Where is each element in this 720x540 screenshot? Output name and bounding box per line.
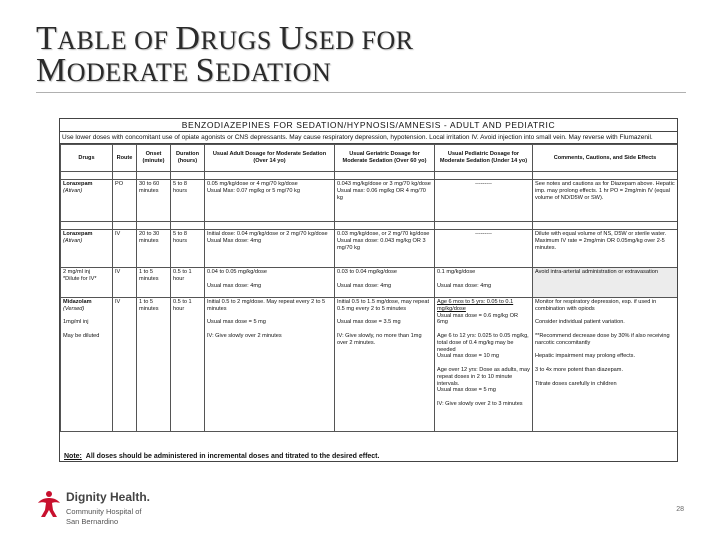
- route: PO: [113, 180, 137, 222]
- note-text: All doses should be administered in incremental doses and titrated to the desired effect.: [85, 453, 380, 460]
- pediatric-dose: ---------: [475, 181, 492, 187]
- logo-subtitle-line2: San Bernardino: [66, 517, 119, 526]
- geriatric-max: Usual max dose = 3.5 mg: [337, 319, 401, 326]
- table-row: [61, 298, 678, 432]
- title-divider: [36, 92, 686, 93]
- comments: See notes and cautions as for Diazepam above. Hepatic imp. may prolong effects. 1 hr PO = 2mg/min IV (equal volume of ND/D5W or SW).: [533, 180, 678, 222]
- pediatric-dose: 0.1 mg/kg/dose: [437, 269, 476, 275]
- adult-max: Usual Max: 0.07 mg/kg or 5 mg/70 kg: [207, 187, 300, 194]
- drug-concentration: 2 mg/ml inj: [63, 269, 91, 275]
- col-onset: Onset (minute): [137, 145, 171, 172]
- onset: 1 to 5 minutes: [137, 268, 171, 298]
- table-subheader: Use lower doses with concomitant use of opiate agonists or CNS depressants. May cause respiratory depression, hypotension. Local irritation IV. Avoid injection into small vein. May reverse with Flumazenil.: [60, 132, 677, 144]
- col-adult: Usual Adult Dosage for Moderate Sedation (Over 14 yo): [205, 145, 335, 172]
- col-route: Route: [113, 145, 137, 172]
- pediatric-max: Usual max dose: 4mg: [437, 282, 492, 289]
- pediatric-dose-mid: Age 6 to 12 yrs: 0.025 to 0.05 mg/kg, total dose of 0.4 mg/kg may be needed: [437, 332, 529, 353]
- comment-monitor: Monitor for respiratory depression, esp. if used in combination with opiods: [535, 299, 657, 312]
- adult-dose: 0.04 to 0.05 mg/kg/dose: [207, 269, 268, 275]
- comment-potency: 3 to 4x more potent than diazepam.: [535, 366, 624, 373]
- pediatric-dose: ---------: [475, 231, 492, 237]
- logo-subtitle-line1: Community Hospital of: [66, 507, 142, 516]
- comment-variation: Consider individual patient variation.: [535, 319, 625, 326]
- drug-note: *Dilute for IV*: [63, 275, 97, 282]
- geriatric-dose: 0.043 mg/kg/dose or 3 mg/70 kg/dose: [337, 181, 431, 187]
- col-comments: Comments, Cautions, and Side Effects: [533, 145, 678, 172]
- col-duration: Duration (hours): [171, 145, 205, 172]
- drug-table-document: [59, 118, 678, 462]
- route: IV: [113, 268, 137, 298]
- pediatric-max-young: Usual max dose = 0.6 mg/kg OR 6mg: [437, 312, 518, 326]
- drug-table: [60, 144, 678, 432]
- table-row: [61, 268, 678, 298]
- drug-brand: (Versed): [63, 305, 85, 312]
- comment-decrease: **Recommend decrease dose by 30% if also receiving narcotic concomitantly: [535, 332, 670, 346]
- col-geriatric: Usual Geriatric Dosage for Moderate Sedation (Over 60 yo): [335, 145, 435, 172]
- adult-dose: Initial 0.5 to 2 mg/dose. May repeat every 2 to 5 minutes: [207, 299, 326, 312]
- drug-name: Midazolam: [63, 299, 92, 305]
- comments: Dilute with equal volume of NS, D5W or sterile water. Maximum IV rate = 2mg/min OR 0.05mg/kg over 2-5 minutes.: [533, 230, 678, 268]
- duration: 5 to 8 hours: [171, 180, 205, 222]
- onset: 30 to 60 minutes: [137, 180, 171, 222]
- col-pediatric: Usual Pediatric Dosage for Moderate Sedation (Under 14 yo): [435, 145, 533, 172]
- adult-admin: IV: Give slowly over 2 minutes: [207, 332, 282, 339]
- geriatric-max: Usual max dose: 0.043 mg/kg OR 3 mg/70 kg: [337, 237, 426, 251]
- geriatric-max: Usual max dose: 4mg: [337, 282, 392, 289]
- drug-concentration: 1mg/ml inj: [63, 319, 89, 326]
- onset: 20 to 30 minutes: [137, 230, 171, 268]
- geriatric-dose: Initial 0.5 to 1.5 mg/dose, may repeat 0.5 mg every 2 to 5 minutes: [337, 299, 430, 312]
- geriatric-dose: 0.03 to 0.04 mg/kg/dose: [337, 269, 398, 275]
- duration: 0.5 to 1 hour: [171, 298, 205, 432]
- pediatric-dose-young: Age 6 mos to 5 yrs: 0.05 to 0.1 mg/kg/dose: [437, 299, 514, 312]
- onset: 1 to 5 minutes: [137, 298, 171, 432]
- drug-name: Lorazepam: [63, 181, 93, 187]
- adult-max: Usual max dose = 5 mg: [207, 319, 266, 326]
- drug-note: May be diluted: [63, 332, 100, 339]
- page-number: 28: [676, 506, 684, 513]
- geriatric-max: Usual max: 0.06 mg/kg OR 4 mg/70 kg: [337, 187, 426, 201]
- pediatric-max-mid: Usual max dose = 10 mg: [437, 353, 500, 360]
- duration: 0.5 to 1 hour: [171, 268, 205, 298]
- adult-dose: 0.05 mg/kg/dose or 4 mg/70 kg/dose: [207, 181, 298, 187]
- slide-title: [36, 20, 686, 89]
- table-header: BENZODIAZEPINES FOR SEDATION/HYPNOSIS/AMNESIS - ADULT AND PEDIATRIC: [60, 119, 677, 132]
- pediatric-max-older: Usual max dose = 5 mg: [437, 387, 496, 394]
- title-line-2: MODERATE SEDATION: [36, 52, 332, 89]
- duration: 5 to 8 hours: [171, 230, 205, 268]
- table-footnote: [64, 453, 379, 460]
- drug-brand: (Ativan): [63, 187, 83, 194]
- geriatric-admin: IV: Give slowly, no more than 1mg over 2 minutes.: [337, 332, 422, 346]
- adult-max: Usual Max dose: 4mg: [207, 237, 262, 244]
- table-row: [61, 230, 678, 268]
- drug-name: Lorazepam: [63, 231, 93, 237]
- comment-titrate: Titrate doses carefully in children: [535, 380, 617, 387]
- logo-name: Dignity Health.: [66, 490, 151, 504]
- comments: Avoid intra-arterial administration or extravasation: [533, 268, 678, 298]
- column-headers: [61, 145, 678, 172]
- adult-dose: Initial dose: 0.04 mg/kg/dose or 2 mg/70 kg/dose: [207, 231, 328, 237]
- table-row: [61, 180, 678, 222]
- pediatric-dose-older: Age over 12 yrs: Dose as adults, may repeat doses in 2 to 10 minute intervals.: [437, 366, 530, 387]
- dignity-health-logo: [36, 490, 196, 530]
- title-line-1: TABLE OF DRUGS USED FOR: [36, 20, 414, 57]
- route: IV: [113, 298, 137, 432]
- note-label: Note:: [64, 453, 82, 460]
- col-drugs: Drugs: [61, 145, 113, 172]
- comment-hepatic: Hepatic impairment may prolong effects.: [535, 353, 636, 360]
- pediatric-admin: IV: Give slowly over 2 to 3 minutes: [437, 400, 523, 407]
- geriatric-dose: 0.03 mg/kg/dose, or 2 mg/70 kg/dose: [337, 231, 430, 237]
- route: IV: [113, 230, 137, 268]
- adult-max: Usual max dose: 4mg: [207, 282, 262, 289]
- drug-brand: (Ativan): [63, 237, 83, 244]
- dignity-health-logo-icon: [36, 490, 62, 520]
